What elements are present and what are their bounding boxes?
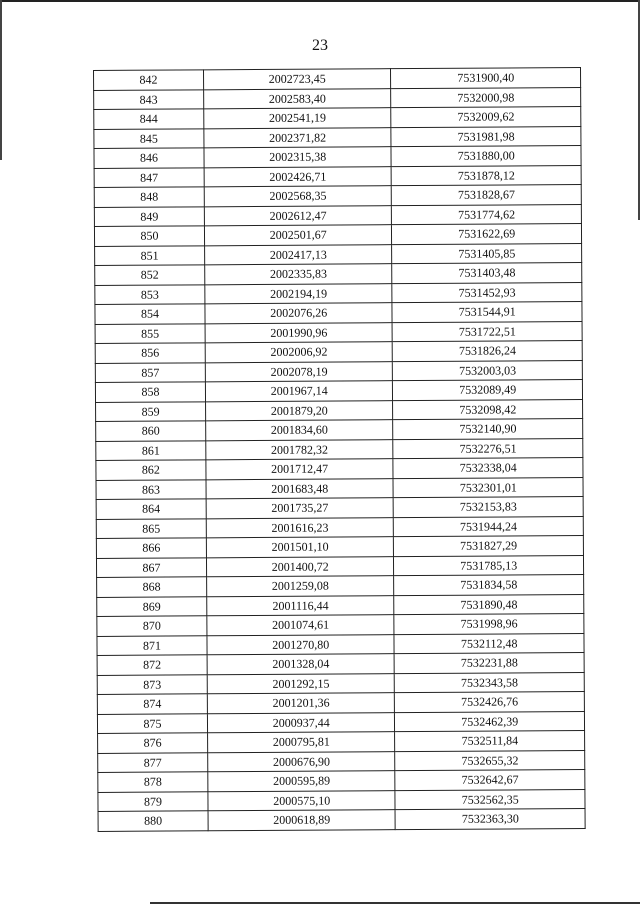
x-coordinate-cell: 2002315,38 <box>204 147 392 168</box>
table-row <box>98 770 585 792</box>
table-row <box>98 750 585 772</box>
x-coordinate-cell: 2001683,48 <box>206 478 394 499</box>
x-coordinate-cell: 2002426,71 <box>204 166 392 187</box>
x-coordinate-cell: 2000618,89 <box>208 810 396 831</box>
table-row <box>97 633 584 655</box>
table-row <box>98 809 585 831</box>
table-row <box>94 224 581 246</box>
point-number-cell: 872 <box>97 655 207 675</box>
table-row <box>97 653 584 675</box>
point-number-cell: 857 <box>95 362 205 382</box>
point-number-cell: 859 <box>96 401 206 421</box>
x-coordinate-cell: 2001735,27 <box>206 498 394 519</box>
y-coordinate-cell: 7532343,58 <box>395 672 585 693</box>
point-number-cell: 866 <box>96 538 206 558</box>
point-number-cell: 843 <box>94 89 204 109</box>
x-coordinate-cell: 2000676,90 <box>208 751 396 772</box>
point-number-cell: 846 <box>94 148 204 168</box>
y-coordinate-cell: 7531828,67 <box>392 185 582 206</box>
y-coordinate-cell: 7531880,00 <box>391 146 581 167</box>
table-row <box>94 87 581 109</box>
table-row <box>97 672 584 694</box>
table-row <box>96 399 583 421</box>
point-number-cell: 869 <box>97 596 207 616</box>
x-coordinate-cell: 2002335,83 <box>205 264 393 285</box>
point-number-cell: 878 <box>98 772 208 792</box>
x-coordinate-cell: 2002612,47 <box>204 205 392 226</box>
point-number-cell: 871 <box>97 635 207 655</box>
table-row <box>94 126 581 148</box>
point-number-cell: 873 <box>97 674 207 694</box>
y-coordinate-cell: 7532112,48 <box>394 633 584 654</box>
y-coordinate-cell: 7532338,04 <box>393 458 583 479</box>
point-number-cell: 870 <box>97 616 207 636</box>
y-coordinate-cell: 7532153,83 <box>394 497 584 518</box>
table-row <box>97 594 584 616</box>
x-coordinate-cell: 2001259,08 <box>207 576 395 597</box>
x-coordinate-cell: 2000595,89 <box>208 771 396 792</box>
y-coordinate-cell: 7532655,32 <box>395 750 585 771</box>
table-row <box>95 321 582 343</box>
table-row <box>94 146 581 168</box>
y-coordinate-cell: 7531890,48 <box>394 594 584 615</box>
y-coordinate-cell: 7532363,30 <box>395 809 585 830</box>
y-coordinate-cell: 7532462,39 <box>395 711 585 732</box>
point-number-cell: 865 <box>96 518 206 538</box>
y-coordinate-cell: 7532231,88 <box>395 653 585 674</box>
point-number-cell: 853 <box>95 284 205 304</box>
y-coordinate-cell: 7532426,76 <box>395 692 585 713</box>
point-number-cell: 879 <box>98 791 208 811</box>
y-coordinate-cell: 7532511,84 <box>395 731 585 752</box>
x-coordinate-cell: 2002568,35 <box>204 186 392 207</box>
x-coordinate-cell: 2001967,14 <box>205 381 393 402</box>
y-coordinate-cell: 7531544,91 <box>392 302 582 323</box>
point-number-cell: 874 <box>97 694 207 714</box>
x-coordinate-cell: 2001400,72 <box>206 556 394 577</box>
x-coordinate-cell: 2001201,36 <box>207 693 395 714</box>
x-coordinate-cell: 2002541,19 <box>204 108 392 129</box>
point-number-cell: 844 <box>94 109 204 129</box>
table-row <box>96 438 583 460</box>
table-row <box>95 282 582 304</box>
y-coordinate-cell: 7531405,85 <box>392 243 582 264</box>
y-coordinate-cell: 7531722,51 <box>393 321 583 342</box>
x-coordinate-cell: 2001501,10 <box>206 537 394 558</box>
y-coordinate-cell: 7531774,62 <box>392 204 582 225</box>
y-coordinate-cell: 7532003,03 <box>393 360 583 381</box>
y-coordinate-cell: 7531944,24 <box>394 516 584 537</box>
x-coordinate-cell: 2002078,19 <box>205 361 393 382</box>
point-number-cell: 854 <box>95 304 205 324</box>
table-row <box>94 68 581 90</box>
table-row <box>95 341 582 363</box>
point-number-cell: 855 <box>95 323 205 343</box>
point-number-cell: 851 <box>95 245 205 265</box>
point-number-cell: 850 <box>94 226 204 246</box>
y-coordinate-cell: 7531834,58 <box>394 575 584 596</box>
y-coordinate-cell: 7532301,01 <box>393 477 583 498</box>
x-coordinate-cell: 2001270,80 <box>207 634 395 655</box>
table-row <box>95 263 582 285</box>
point-number-cell: 877 <box>98 752 208 772</box>
table-row <box>96 419 583 441</box>
y-coordinate-cell: 7532562,35 <box>395 789 585 810</box>
y-coordinate-cell: 7532009,62 <box>391 107 581 128</box>
coordinates-table-body <box>94 68 586 831</box>
point-number-cell: 848 <box>94 187 204 207</box>
x-coordinate-cell: 2001782,32 <box>206 439 394 460</box>
scan-edge-top <box>0 0 640 2</box>
x-coordinate-cell: 2001616,23 <box>206 517 394 538</box>
y-coordinate-cell: 7532276,51 <box>393 438 583 459</box>
scan-edge-bottom <box>150 902 640 904</box>
x-coordinate-cell: 2001834,60 <box>206 420 394 441</box>
point-number-cell: 863 <box>96 479 206 499</box>
y-coordinate-cell: 7532642,67 <box>395 770 585 791</box>
table-row <box>97 692 584 714</box>
x-coordinate-cell: 2002723,45 <box>203 69 391 90</box>
point-number-cell: 860 <box>96 421 206 441</box>
y-coordinate-cell: 7531900,40 <box>391 68 581 89</box>
table-row <box>96 458 583 480</box>
table-row <box>97 614 584 636</box>
y-coordinate-cell: 7531998,96 <box>394 614 584 635</box>
point-number-cell: 856 <box>95 343 205 363</box>
x-coordinate-cell: 2002371,82 <box>204 127 392 148</box>
point-number-cell: 867 <box>96 557 206 577</box>
table-row <box>94 185 581 207</box>
x-coordinate-cell: 2002006,92 <box>205 342 393 363</box>
table-row <box>98 731 585 753</box>
x-coordinate-cell: 2002194,19 <box>205 283 393 304</box>
y-coordinate-cell: 7531622,69 <box>392 224 582 245</box>
x-coordinate-cell: 2001990,96 <box>205 322 393 343</box>
point-number-cell: 880 <box>98 811 208 831</box>
y-coordinate-cell: 7531785,13 <box>394 555 584 576</box>
x-coordinate-cell: 2002076,26 <box>205 303 393 324</box>
point-number-cell: 868 <box>97 577 207 597</box>
table-row <box>94 107 581 129</box>
y-coordinate-cell: 7531981,98 <box>391 126 581 147</box>
point-number-cell: 876 <box>98 733 208 753</box>
y-coordinate-cell: 7532089,49 <box>393 380 583 401</box>
x-coordinate-cell: 2001116,44 <box>207 595 395 616</box>
x-coordinate-cell: 2000937,44 <box>207 712 395 733</box>
table-row <box>96 497 583 519</box>
x-coordinate-cell: 2001712,47 <box>206 459 394 480</box>
table-row <box>96 477 583 499</box>
point-number-cell: 861 <box>96 440 206 460</box>
y-coordinate-cell: 7531452,93 <box>392 282 582 303</box>
table-row <box>97 711 584 733</box>
x-coordinate-cell: 2002501,67 <box>204 225 392 246</box>
point-number-cell: 849 <box>94 206 204 226</box>
y-coordinate-cell: 7532000,98 <box>391 87 581 108</box>
table-row <box>95 380 582 402</box>
x-coordinate-cell: 2002417,13 <box>205 244 393 265</box>
page-number: 23 <box>312 37 328 54</box>
coordinates-table <box>93 67 586 831</box>
y-coordinate-cell: 7532098,42 <box>393 399 583 420</box>
y-coordinate-cell: 7531827,29 <box>394 536 584 557</box>
point-number-cell: 864 <box>96 499 206 519</box>
y-coordinate-cell: 7531403,48 <box>392 263 582 284</box>
table-row <box>94 165 581 187</box>
point-number-cell: 858 <box>95 382 205 402</box>
table-row <box>96 536 583 558</box>
y-coordinate-cell: 7531878,12 <box>392 165 582 186</box>
scan-edge-left <box>0 0 2 160</box>
x-coordinate-cell: 2000575,10 <box>208 790 396 811</box>
table-row <box>95 243 582 265</box>
point-number-cell: 875 <box>97 713 207 733</box>
table-row <box>95 360 582 382</box>
table-row <box>97 575 584 597</box>
table-row <box>96 555 583 577</box>
point-number-cell: 862 <box>96 460 206 480</box>
x-coordinate-cell: 2000795,81 <box>208 732 396 753</box>
table-row <box>94 204 581 226</box>
point-number-cell: 842 <box>94 70 204 90</box>
table-row <box>98 789 585 811</box>
x-coordinate-cell: 2001879,20 <box>205 400 393 421</box>
y-coordinate-cell: 7531826,24 <box>393 341 583 362</box>
point-number-cell: 847 <box>94 167 204 187</box>
y-coordinate-cell: 7532140,90 <box>393 419 583 440</box>
x-coordinate-cell: 2001328,04 <box>207 654 395 675</box>
table-row <box>95 302 582 324</box>
x-coordinate-cell: 2001292,15 <box>207 673 395 694</box>
point-number-cell: 845 <box>94 128 204 148</box>
x-coordinate-cell: 2001074,61 <box>207 615 395 636</box>
x-coordinate-cell: 2002583,40 <box>204 88 392 109</box>
point-number-cell: 852 <box>95 265 205 285</box>
table-row <box>96 516 583 538</box>
